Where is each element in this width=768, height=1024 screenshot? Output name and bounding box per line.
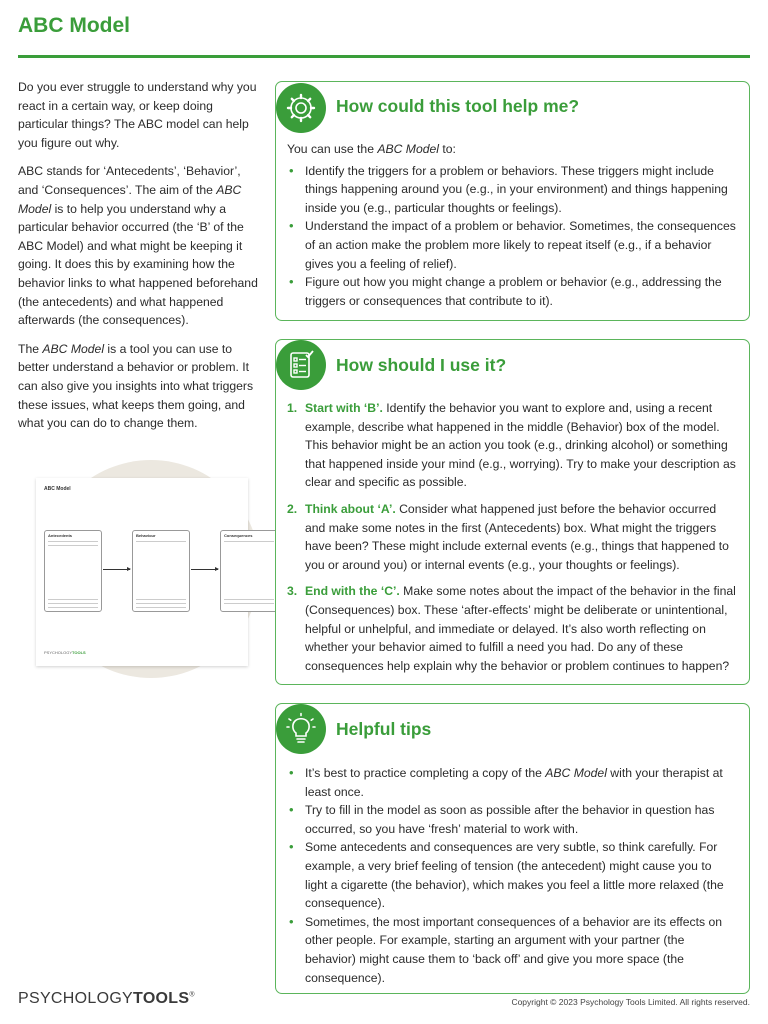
use-step: 1. Start with ‘B’. Identify the behavior you want to explore and, using a recent example, describe what happened in the middle (Behavior) box of the model. This behavior might be an action you took (e.g., drinking alcohol) or something that happened inside your mind (e.g., worrying). Try to make your description as clear and specific as possible. [287,401,736,490]
thumbnail-arrow [103,569,130,570]
checklist-icon [276,340,326,390]
thumbnail-logo: PSYCHOLOGYTOOLS [44,650,86,655]
tip-item: • It’s best to practice completing a copy of the ABC Model with your therapist at least once. [287,764,737,801]
intro-paragraph-3: The ABC Model is a tool you can use to better understand a behavior or problem. It can also give you insights into what triggers these issues, what keeps them going, and what you can do to change them. [18,341,254,431]
help-item: • Identify the triggers for a problem or behaviors. These triggers might include things happening around you (e.g., in your environment) and things happening inside you (e.g., particular thoughts or feelings). [287,162,737,218]
thumbnail-title: ABC Model [44,486,71,492]
tip-item: • Sometimes, the most important consequences of a behavior are its effects on other people. For example, starting an argument with your partner (the behavior) might cause them to ‘back off’ and give you more space (the consequence). [287,913,737,987]
thumbnail-antecedents-box: Antecedents [44,530,102,612]
thumbnail-consequences-box: Consequences [220,530,278,612]
use-card [275,339,750,685]
help-card [275,81,750,321]
psychology-tools-logo: PSYCHOLOGYTOOLS® [18,990,195,1007]
tips-card [275,703,750,994]
use-step: 2. Think about ‘A’. Consider what happened just before the behavior occurred and make some notes in the first (Antecedents) box. What might the triggers have been? These might include external events (e.g., things that happened to you or around you) or internal events (e.g., your thoughts or feelings). [287,501,729,572]
page-title: ABC Model [18,14,130,37]
intro-column [18,78,260,443]
tip-item: • Some antecedents and consequences are very subtle, so think carefully. For example, a very brief feeling of tension (the antecedent) might cause you to light a cigarette (the behavior), which makes you feel a little more relaxed (the consequence). [287,838,737,912]
tips-card-title: Helpful tips [336,719,432,739]
use-step: 3. End with the ‘C’. Make some notes about the impact of the behavior in the final (Consequences) box. These ‘after-effects’ might be deliberate or unintentional, helpful or unhelpful, and immediate or delayed. It’s also worth reflecting on whether your behavior aimed to fulfill a need you had. Do any of these consequences help explain why the behavior or problem continues to happen? [287,584,736,673]
help-card-title: How could this tool help me? [336,96,580,116]
worksheet-thumbnail [36,478,253,666]
gear-icon [276,83,326,133]
use-card-title: How should I use it? [336,355,507,375]
tips-card-body [287,764,737,987]
title-divider [18,55,750,58]
thumbnail-behaviour-box: Behaviour [132,530,190,612]
help-item: • Understand the impact of a problem or behavior. Sometimes, the consequences of an action make the problem more likely to repeat itself (e.g., if a behavior gives you a feeling of relief). [287,217,737,273]
thumbnail-arrow [191,569,218,570]
lightbulb-icon [276,704,326,754]
help-card-body [287,140,737,310]
intro-paragraph-2: ABC stands for ‘Antecedents’, ‘Behavior’, and ‘Consequences’. The aim of the ABC Model is to help you understand why a particular behavior occurred (the ‘B’ of the ABC Model) and what might be keeping it going. It does this by examining how the behavior links to what happened beforehand (the antecedents) and what happened afterwards (the consequences). [18,164,258,328]
help-item: • Figure out how you might change a problem or behavior (e.g., addressing the triggers or consequences that contribute to it). [287,273,737,310]
copyright-notice: Copyright © 2023 Psychology Tools Limited. All rights reserved. [511,997,750,1007]
intro-paragraph-1: Do you ever struggle to understand why you react in a certain way, or keep doing particular things? The ABC model can help you figure out why. [18,80,257,150]
use-card-body [287,399,737,683]
help-card-lead: You can use the ABC Model to: [287,142,456,156]
tip-item: • Try to fill in the model as soon as possible after the behavior in question has occurred, so you have ‘fresh’ material to work with. [287,801,737,838]
